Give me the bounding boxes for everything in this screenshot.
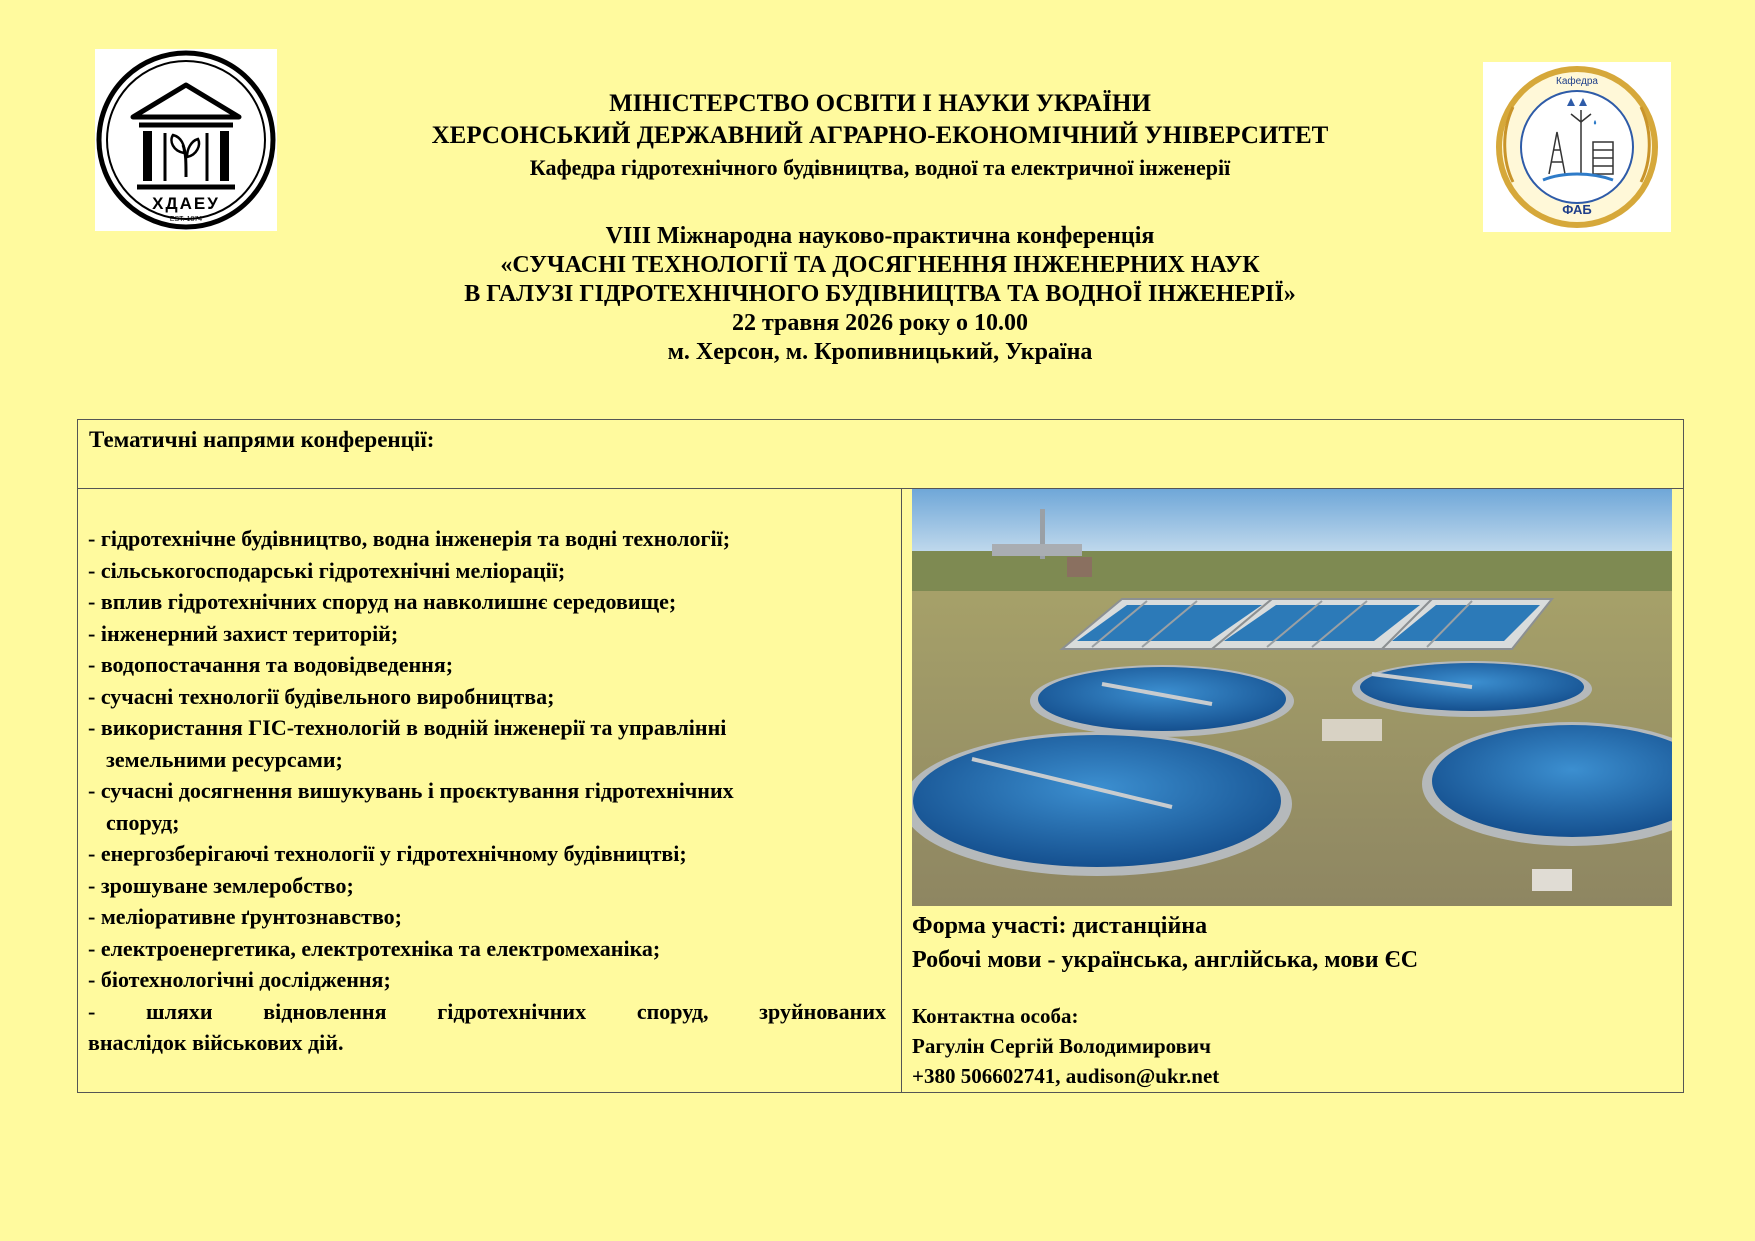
water-treatment-plant-photo bbox=[912, 489, 1672, 906]
topics-heading: Тематичні напрями конференції: bbox=[89, 427, 435, 452]
participation-label: Форма участі bbox=[912, 913, 1059, 939]
list-item: - гідротехнічне будівництво, водна інженерія та водні технології; bbox=[88, 526, 731, 551]
list-item-continuation: внаслідок військових дій. bbox=[88, 1030, 344, 1055]
department-emblem-icon bbox=[1483, 62, 1671, 232]
list-item: - сучасні технології будівельного виробництва; bbox=[88, 683, 555, 709]
svg-text:EST. 1874: EST. 1874 bbox=[169, 216, 203, 223]
conference-place: м. Херсон, м. Кропивницький, Україна bbox=[667, 339, 1093, 365]
ministry-title: МІНІСТЕРСТВО ОСВІТИ І НАУКИ УКРАЇНИ bbox=[609, 90, 1151, 117]
working-languages: Робочі мови - українська, англійська, мови ЄС bbox=[912, 947, 1419, 973]
contact-name: Рагулін Сергій Володимирович bbox=[912, 1034, 1211, 1058]
list-item: - сучасні досягнення вишукувань і проєктування гідротехнічних bbox=[88, 778, 734, 803]
university-title: ХЕРСОНСЬКИЙ ДЕРЖАВНИЙ АГРАРНО-ЕКОНОМІЧНИЙ УНІВЕРСИТЕТ bbox=[431, 122, 1329, 149]
list-item: - сільськогосподарські гідротехнічні меліорації; bbox=[88, 557, 566, 583]
page-header bbox=[300, 88, 1460, 184]
department-title: Кафедра гідротехнічного будівництва, водної та електричної інженерії bbox=[529, 155, 1231, 180]
list-item-continuation: споруд; bbox=[106, 809, 180, 835]
participation-value: : дистанційна bbox=[1058, 913, 1208, 939]
contact-label: Контактна особа: bbox=[912, 1004, 1079, 1028]
list-item: - зрошуване землеробство; bbox=[88, 872, 354, 898]
list-item: - водопостачання та водовідведення; bbox=[88, 652, 454, 677]
topics-column bbox=[78, 489, 902, 1092]
participation-form bbox=[912, 909, 1672, 943]
info-column bbox=[902, 489, 1683, 1092]
university-logo bbox=[95, 49, 277, 231]
conference-name: VIII Міжнародна науково-практична конференція bbox=[605, 223, 1155, 249]
contact-details: +380 506602741, audison@ukr.net bbox=[912, 1064, 1220, 1088]
list-item: - електроенергетика, електротехніка та електромеханіка; bbox=[88, 935, 661, 961]
list-item: - використання ГІС-технологій в водній інженерії та управлінні bbox=[88, 715, 727, 740]
conference-date: 22 травня 2026 року о 10.00 bbox=[731, 310, 1029, 336]
list-item-continuation: земельними ресурсами; bbox=[106, 746, 343, 772]
svg-text:Кафедра: Кафедра bbox=[1556, 76, 1598, 87]
university-building-icon bbox=[95, 49, 277, 231]
table-heading-row bbox=[78, 420, 1683, 489]
list-item: - шляхи відновлення гідротехнічних споруд, зруйнованих bbox=[88, 998, 886, 1024]
department-logo bbox=[1483, 62, 1671, 232]
conference-title-line2: В ГАЛУЗІ ГІДРОТЕХНІЧНОГО БУДІВНИЦТВА ТА ВОДНОЇ ІНЖЕНЕРІЇ» bbox=[464, 281, 1296, 307]
svg-text:ФАБ: ФАБ bbox=[1562, 202, 1592, 217]
list-item: - меліоративне ґрунтознавство; bbox=[88, 904, 402, 929]
conference-title-line1: «СУЧАСНІ ТЕХНОЛОГІЇ ТА ДОСЯГНЕННЯ ІНЖЕНЕРНИХ НАУК bbox=[500, 252, 1260, 278]
participation-info bbox=[912, 909, 1672, 1091]
list-item: - біотехнологічні дослідження; bbox=[88, 967, 391, 992]
topics-table bbox=[77, 419, 1684, 1093]
list-item: - енергозберігаючі технології у гідротехнічному будівництві; bbox=[88, 841, 687, 866]
list-item: - інженерний захист територій; bbox=[88, 620, 399, 646]
list-item: - вплив гідротехнічних споруд на навколишнє середовище; bbox=[88, 589, 677, 614]
svg-text:ХДАЕУ: ХДАЕУ bbox=[152, 194, 220, 213]
conference-info bbox=[250, 222, 1510, 367]
topics-list bbox=[88, 523, 886, 1059]
